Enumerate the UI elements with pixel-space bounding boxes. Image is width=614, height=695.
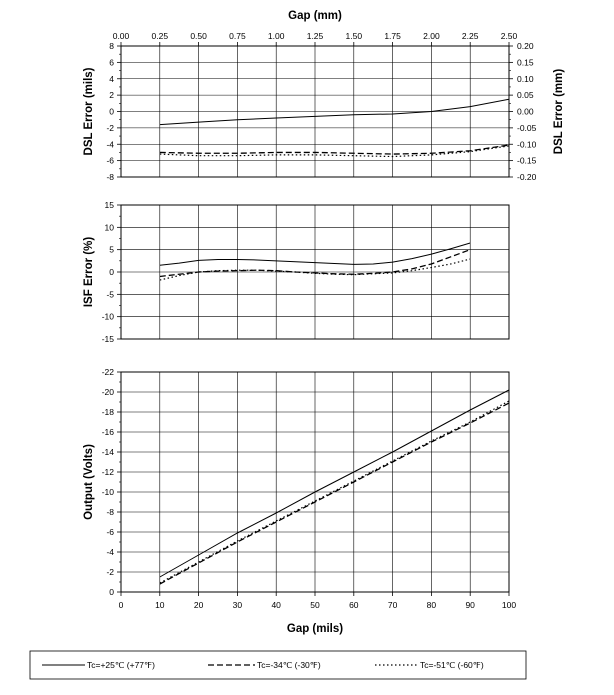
y-tick-label: 0 <box>109 267 114 277</box>
y-tick-label: -5 <box>106 289 114 300</box>
y-tick-label: -6 <box>106 155 114 166</box>
y-tick-label: -4 <box>106 139 114 150</box>
y-tick-label: -2 <box>106 567 114 577</box>
y-tick-label: 6 <box>109 57 114 68</box>
y-tick-label: 5 <box>109 244 114 255</box>
y2-tick-label: 0.00 <box>517 106 534 117</box>
top-tick-label: 2.25 <box>461 31 479 41</box>
top-tick-label: 0.25 <box>151 31 169 41</box>
y-tick-label: -14 <box>101 447 114 457</box>
x-tick-label: 100 <box>501 600 517 610</box>
x-tick-label: 10 <box>155 600 165 610</box>
x-axis-title: Gap (mils) <box>286 623 344 635</box>
x-tick-label: 90 <box>465 600 475 610</box>
x-tick-label: 20 <box>193 600 204 610</box>
y-tick-label: -2 <box>106 122 114 133</box>
y-tick-label: 0 <box>109 106 114 117</box>
x-tick-label: 30 <box>232 600 243 610</box>
y-tick-label: 10 <box>104 222 114 233</box>
y-tick-label: 4 <box>109 73 114 84</box>
top-tick-label: 0.50 <box>190 31 207 41</box>
y-tick-label: 2 <box>109 90 114 101</box>
y-tick-label: -8 <box>106 172 114 182</box>
x-tick-label: 60 <box>349 600 359 610</box>
y-tick-label: -18 <box>101 407 114 417</box>
legend-label: Tc=-51℃ (-60℉) <box>420 660 484 670</box>
y2-tick-label: 0.05 <box>517 90 534 101</box>
y-tick-label: -10 <box>101 311 114 322</box>
series-line-dotted <box>160 146 509 157</box>
y-tick-label: -22 <box>101 367 114 377</box>
y-tick-label: 0 <box>109 587 114 597</box>
x-tick-label: 0 <box>118 600 124 610</box>
x-tick-label: 50 <box>310 600 320 610</box>
top-tick-label: 2.00 <box>423 31 440 41</box>
top-tick-label: 1.00 <box>267 31 285 41</box>
top-tick-label: 1.25 <box>306 31 324 41</box>
y2-tick-label: -0.15 <box>517 155 537 166</box>
y2-tick-label: -0.10 <box>517 139 537 150</box>
y2-tick-label: -0.05 <box>517 122 537 133</box>
y-tick-label: -10 <box>101 487 114 497</box>
x-tick-label: 40 <box>271 600 281 610</box>
top-tick-label: 1.50 <box>345 31 363 41</box>
series-line-solid <box>160 390 509 577</box>
legend-label: Tc=-34℃ (-30℉) <box>257 660 321 670</box>
legend-label: Tc=+25℃ (+77℉) <box>87 660 155 670</box>
top-tick-label: 1.75 <box>384 31 401 41</box>
legend <box>42 660 484 670</box>
y2-tick-label: 0.20 <box>517 41 534 51</box>
series-line-dashed <box>160 403 509 584</box>
y-tick-label: -16 <box>101 427 114 437</box>
y-axis-title: Output (Volts) <box>83 444 95 520</box>
y-axis-title: ISF Error (%) <box>83 236 95 308</box>
top-tick-label: 2.50 <box>500 31 518 41</box>
y-tick-label: 8 <box>109 41 114 51</box>
y-axis-title: DSL Error (mils) <box>83 67 95 156</box>
top-tick-label: 0.75 <box>229 31 246 41</box>
y-tick-label: -20 <box>101 387 114 397</box>
y-tick-label: 15 <box>104 200 114 210</box>
y-tick-label: -4 <box>106 547 114 557</box>
top-axis-title: Gap (mm) <box>288 10 342 22</box>
y-tick-label: -12 <box>101 467 114 477</box>
series-line-solid <box>160 99 509 124</box>
y2-tick-label: -0.20 <box>517 172 537 182</box>
top-tick-label: 0.00 <box>112 31 130 41</box>
y-tick-label: -15 <box>101 334 114 344</box>
y2-tick-label: 0.15 <box>517 57 534 68</box>
x-tick-label: 70 <box>387 600 398 610</box>
y2-tick-label: 0.10 <box>517 73 534 84</box>
y2-axis-title: DSL Error (mm) <box>553 68 565 155</box>
y-tick-label: -8 <box>106 507 114 517</box>
y-tick-label: -6 <box>106 527 114 537</box>
x-tick-label: 80 <box>426 600 437 610</box>
